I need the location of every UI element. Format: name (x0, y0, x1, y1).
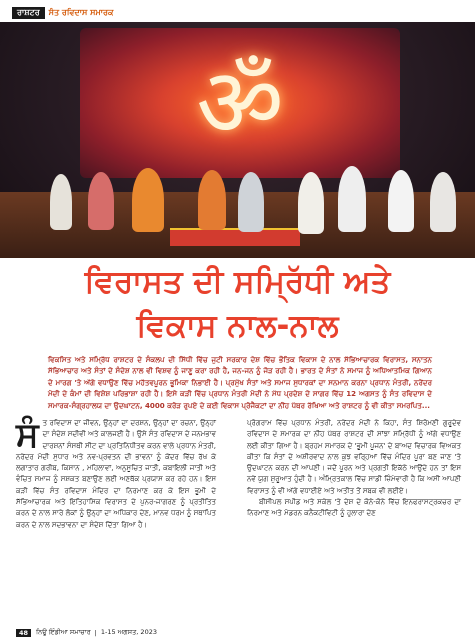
section-label: ਰਾਸ਼ਟਰ (12, 7, 45, 19)
footer-separator: | (94, 628, 97, 637)
section-sublabel: ਸੰਤ ਰਵਿਦਾਸ ਸਮਾਰਕ (48, 7, 114, 17)
drop-cap: ਸੰ (16, 415, 39, 455)
seated-figure (88, 172, 114, 230)
page-number: 48 (16, 629, 31, 637)
body-column-2 (247, 418, 461, 520)
seated-figure (298, 172, 324, 234)
seated-figure (238, 172, 264, 232)
body-paragraph: ਪ੍ਰੋਗਰਾਮ ਵਿੱਚ ਪ੍ਰਧਾਨ ਮੰਤਰੀ, ਨਰੇਂਦਰ ਮੋਦੀ ਨੇ ਕਿਹਾ, ਸੰਤ ਸ਼ਿਰੋਮਣੀ ਗੁਰੂਦੇਵ ਰਵਿਦਾਸ ਦੇ ਸਮਾਰਕ ਦਾ ਨੀਂਹ ਪੱਥਰ ਰਾਸ਼ਟਰ ਦੀ ਸਾਂਝਾ ਸਮ੍ਰਿੱਧੀ ਨੂੰ ਅੱਗੇ ਵਧਾਉਣ ਲਈ ਕੀਤਾ ਗਿਆ ਹੈ। ਬ੍ਰਹਮ ਸਮਾਰਕ ਦੇ 'ਭੂਮੀ ਪੂਜਨ' ਦੇ ਬਾਅਦ ਵਿਚਾਰਕ ਵਿਅਕਤ ਕੀਤਾ ਕਿ ਸੰਤਾਂ ਦੇ ਅਸ਼ੀਰਵਾਦ ਨਾਲ ਕੁਝ ਵਰ੍ਹਿਆਂ ਵਿੱਚ ਮੰਦਿਰ ਪੂਰਾ ਬਣ ਜਾਣ 'ਤੇ ਉਦਘਾਟਨ ਕਰਨ ਦੀ ਆਪਣੀ। ਜਦੋਂ ਪੂਰਨ ਅਤੇ ਪ੍ਰਗਤੀ ਇਕੱਠੇ ਆਉਂਦੇ ਹਨ ਤਾਂ ਇਸ ਨਵੇਂ ਯੁਗ ਸ਼ੁਰੂਆਤ ਹੁੰਦੀ ਹੈ। ਅੰਮ੍ਰਿਤਕਾਲ ਵਿੱਚ ਸਾਡੀ ਜ਼ਿੰਮੇਵਾਰੀ ਹੈ ਕਿ ਅਸੀਂ ਆਪਣੀ ਵਿਰਾਸਤ ਨੂੰ ਵੀ ਅੱਗੇ ਵਧਾਈਏ ਅਤੇ ਅਤੀਤ ਤੋਂ ਸਬਕ ਵੀ ਲਈਏ। (247, 419, 461, 495)
magazine-name: ਨਿਊ ਇੰਡੀਆ ਸਮਾਚਾਰ (36, 628, 91, 636)
body-text: ਤ ਰਵਿਦਾਸ ਦਾ ਜੀਵਨ, ਉਨ੍ਹਾਂ ਦਾ ਦਰਸ਼ਨ, ਉਨ੍ਹਾਂ ਦਾ ਰਚਨਾ, ਉਨ੍ਹਾਂ ਦਾ ਸੰਦੇਸ਼ ਸਦੀਵੀ ਅਤੇ ਕਾਲਜਈ ਹੈ। ਉਸੇ ਸੰਤ ਰਵਿਦਾਸ ਦੇ ਜਨਮਭਾਵ ਦਾਰਸ਼ਨਾਂ ਸੰਸਥੀ ਸੀਟ ਦਾ ਪ੍ਰਤਿਨਿਧੀਤਵ ਕਰਨ ਵਾਲੇ ਪ੍ਰਧਾਨ ਮੰਤਰੀ, ਨਰੇਂਦਰ ਮੋਦੀ ਸੁਧਾਰ ਅਤੇ ਨਵ-ਪ੍ਰਵਤਨ ਦੀ ਭਾਵਨਾ ਨੂੰ ਕੇਂਦਰ ਵਿੱਚ ਰੱਖ ਕੇ ਲਗਾਤਾਰ ਗਰੀਬ, ਕਿਸਾਨ , ਮਹਿਲਾਵਾਂ, ਅਨੁਸੂਚਿਤ ਜਾਤੀ, ਕਬਾਇਲੀ ਜਾਤੀ ਅਤੇ ਵੰਚਿਤ ਸਮਾਜ ਨੂੰ ਸਸ਼ਕਤ ਬਣਾਉਣ ਲਈ ਅਣਥੱਕ ਪ੍ਰਯਾਸ ਕਰ ਰਹੇ ਹਨ। ਇਸ ਕੜੀ ਵਿੱਚ ਸੰਤ ਰਵਿਦਾਸ ਮੰਦਿਰ ਦਾ ਨਿਰਮਾਣ ਕਰ ਕੇ ਇਸ ਭੂਮੀ ਦੇ ਸੱਭਿਆਚਾਰਕ ਅਤੇ ਇਤਿਹਾਸਿਕ ਵਿਰਾਸਤ ਦੇ ਪੁਨਰ-ਜਾਗਰਣ ਨੂੰ ਪ੍ਰਤੀਤਿਤ ਕਰਨ ਦੇ ਨਾਲ ਸਾਰੇ ਲੋਕਾਂ ਨੂੰ ਉਨ੍ਹਾਂ ਦਾ ਅਧਿਕਾਰ ਦੇਣ, ਮਾਨਵ ਧਰਮ ਨੂੰ ਸਥਾਪਿਤ ਕਰਨ ਦੇ ਨਾਲ ਸਦਭਾਵਨਾ ਦਾ ਸੰਦੇਸ਼ ਦਿੱਤਾ ਗਿਆ ਹੈ। (16, 419, 216, 529)
event-photo (0, 22, 475, 258)
stage-table (170, 228, 300, 246)
headline-line-1: ਵਿਰਾਸਤ ਦੀ ਸਮ੍ਰਿੱਧੀ ਅਤੇ (84, 264, 391, 300)
body-column-1 (16, 415, 216, 531)
section-tag (12, 6, 117, 19)
seated-figure (430, 172, 456, 232)
seated-figure (132, 168, 164, 232)
intro-paragraph: ਵਿਕਸਿਤ ਅਤੇ ਸਮ੍ਰਿੱਧ ਰਾਸ਼ਟਰ ਦੇ ਸੰਕਲਪ ਦੀ ਸਿੱਧੀ ਵਿੱਚ ਜੁਟੀ ਸਰਕਾਰ ਦੇਸ਼ ਵਿੱਚ ਭੌਤਿਕ ਵਿਕਾਸ ਦੇ ਨਾਲ ਸੱਭਿਆਚਾਰਕ ਵਿਰਾਸਤ, ਸਨਾਤਨ ਸੱਭਿਆਚਾਰ ਅਤੇ ਸੰਤਾਂ ਦੇ ਸੰਦੇਸ਼ ਨਾਲ ਵੀ ਵਿਸ਼ਵ ਨੂੰ ਜਾਣੂ ਕਰਾ ਰਹੀ ਹੈ, ਜਨ-ਜਨ ਨੂੰ ਜੋੜ ਰਹੀ ਹੈ। ਭਾਰਤ ਦੇ ਸੰਤਾਂ ਨੇ ਸਮਾਜ ਨੂੰ ਅਧਿਆਤਮਿਕ ਗਿਆਨ ਦੇ ਮਾਰਗ 'ਤੇ ਅੱਗੇ ਵਧਾਉਣ ਵਿੱਚ ਮਹੱਤਵਪੂਰਨ ਭੂਮਿਕਾ ਨਿਭਾਈ ਹੈ। ਪ੍ਰਮੁੱਖ ਸੰਤਾਂ ਅਤੇ ਸਮਾਜ ਸੁਧਾਰਕਾਂ ਦਾ ਸਨਮਾਨ ਕਰਨਾ ਪ੍ਰਧਾਨ ਮੰਤਰੀ, ਨਰੇਂਦਰ ਮੋਦੀ ਦੇ ਕੰਮਾਂ ਦੀ ਵਿਸ਼ੇਸ਼ ਪਰਿਭਾਸ਼ਾ ਰਹੀ ਹੈ। ਇਸੇ ਕੜੀ ਵਿੱਚ ਪ੍ਰਧਾਨ ਮੰਤਰੀ ਮੋਦੀ ਨੇ ਮੱਧ ਪ੍ਰਦੇਸ਼ ਦੇ ਸਾਗਰ ਵਿੱਚ 12 ਅਗਸਤ ਨੂੰ ਸੰਤ ਰਵਿਦਾਸ ਦੇ ਸਮਾਰਕ-ਸੰਗ੍ਰਹਾਲਯ ਦਾ ਉਦਘਾਟਨ, 4000 ਕਰੋੜ ਰੁਪਏ ਦੇ ਕਈ ਵਿਕਾਸ ਪ੍ਰੋਜੈਕਟਾਂ ਦਾ ਨੀਂਹ ਪੱਥਰ ਰੱਖਿਆ ਅਤੇ ਰਾਸ਼ਟਰ ਨੂੰ ਵੀ ਕੀਤਾ ਸਮਰਪਿਤ... (48, 355, 432, 410)
body-paragraph: ਬੀਸੀਪਲ ਸਪੀਡ ਅਤੇ ਸਕੇਲ 'ਤੇ ਦੇਸ਼ ਦੇ ਕੋਨੇ-ਕੋਨੇ ਵਿੱਚ ਇਨਫਰਾਸਟ੍ਰਕਚਰ ਦਾ ਨਿਰਮਾਣ ਅਤੇ ਮੋਡਰਨ ਕਨੈਕਟੀਵਿਟੀ ਨੂੰ ਹੁਲਾਰਾ ਦੇਣ (247, 498, 461, 518)
om-icon: ॐ (196, 46, 284, 159)
seated-figure (338, 166, 366, 232)
issue-date: 1-15 ਅਗਸਤ, 2023 (100, 628, 157, 636)
headline-line-2: ਵਿਕਾਸ ਨਾਲ-ਨਾਲ (136, 308, 339, 344)
seated-figure (388, 170, 414, 232)
seated-figure (198, 170, 226, 230)
page-footer (16, 627, 157, 638)
seated-figure (50, 174, 72, 230)
